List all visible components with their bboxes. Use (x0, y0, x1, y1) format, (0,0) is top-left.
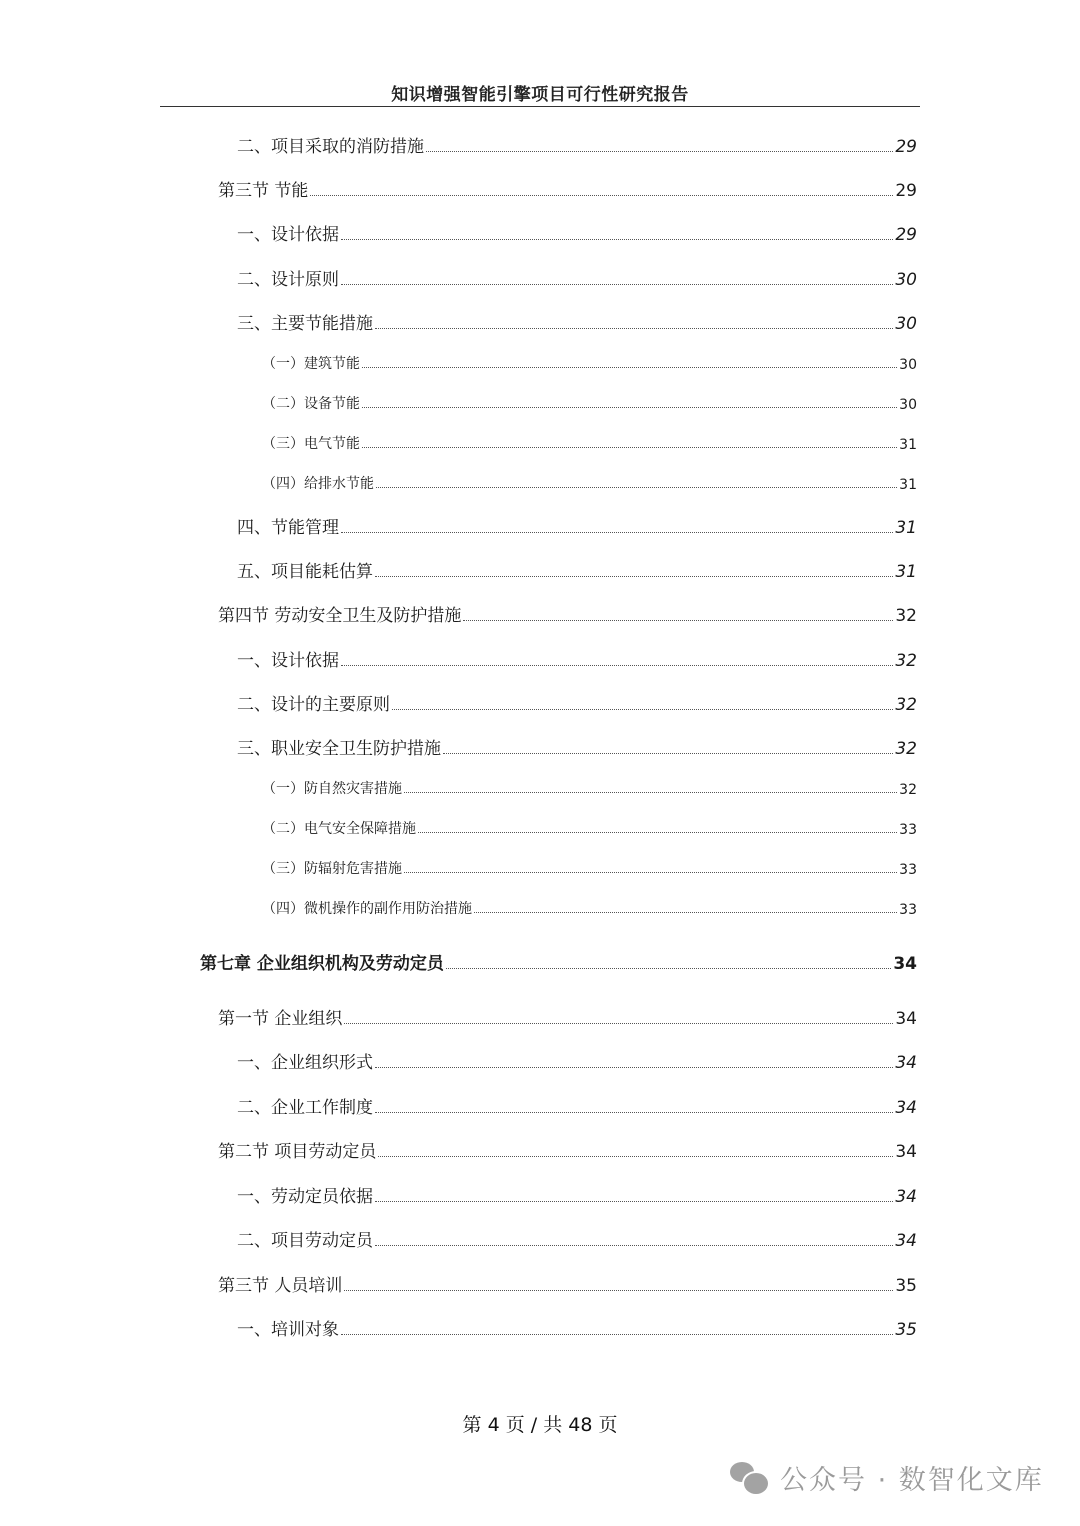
toc-entry-page-number: 34 (895, 1187, 917, 1207)
page-indicator: 第 4 页 / 共 48 页 (462, 1414, 618, 1436)
dot-leader (404, 792, 897, 793)
toc-entry-label: 二、项目劳动定员 (237, 1231, 373, 1251)
toc-entry-label: 第四节 劳动安全卫生及防护措施 (218, 606, 462, 626)
dot-leader (375, 576, 893, 577)
toc-entry-sub[interactable] (262, 433, 917, 453)
toc-entry-label: 三、职业安全卫生防护措施 (237, 739, 441, 759)
dot-leader (378, 1156, 893, 1157)
toc-entry-page-number: 31 (895, 562, 917, 582)
toc-entry-item[interactable] (237, 646, 917, 671)
toc-entry-label: 四、节能管理 (237, 518, 339, 538)
toc-entry-label: 五、项目能耗估算 (237, 562, 373, 582)
toc-entry-page-number: 32 (895, 695, 917, 715)
toc-entry-section[interactable] (218, 1004, 917, 1029)
toc-entry-page-number: 30 (899, 357, 917, 373)
toc-entry-item[interactable] (237, 132, 917, 157)
toc-entry-section[interactable] (218, 1137, 917, 1162)
toc-entry-page-number: 31 (899, 477, 917, 493)
dot-leader (443, 753, 893, 754)
toc-entry-sub[interactable] (262, 473, 917, 493)
toc-entry-label: （二）电气安全保障措施 (262, 821, 416, 837)
toc-entry-label: （三）防辐射危害措施 (262, 861, 402, 877)
toc-entry-page-number: 34 (893, 954, 917, 974)
toc-entry-page-number: 32 (895, 606, 917, 626)
toc-entry-sub[interactable] (262, 818, 917, 838)
dot-leader (341, 284, 893, 285)
dot-leader (362, 407, 897, 408)
toc-entry-sub[interactable] (262, 778, 917, 798)
dot-leader (341, 239, 893, 240)
dot-leader (375, 1245, 893, 1246)
toc-entry-page-number: 29 (895, 181, 917, 201)
dot-leader (446, 968, 891, 969)
toc-entry-page-number: 34 (895, 1053, 917, 1073)
dot-leader (375, 1201, 893, 1202)
toc-entry-label: 第三节 节能 (218, 181, 309, 201)
toc-entry-item[interactable] (237, 309, 917, 334)
toc-entry-label: 一、培训对象 (237, 1320, 339, 1340)
toc-entry-label: 第三节 人员培训 (218, 1276, 343, 1296)
dot-leader (310, 195, 893, 196)
dot-leader (341, 665, 893, 666)
toc-entry-page-number: 33 (899, 862, 917, 878)
dot-leader (404, 872, 897, 873)
toc-entry-sub[interactable] (262, 858, 917, 878)
toc-entry-page-number: 34 (895, 1009, 917, 1029)
document-header-title: 知识增强智能引擎项目可行性研究报告 (391, 85, 689, 105)
toc-entry-label: 一、企业组织形式 (237, 1053, 373, 1073)
toc-entry-item[interactable] (237, 557, 917, 582)
toc-entry-page-number: 31 (895, 518, 917, 538)
dot-leader (426, 151, 893, 152)
toc-entry-page-number: 29 (895, 137, 917, 157)
toc-entry-sub[interactable] (262, 353, 917, 373)
toc-entry-label: 第二节 项目劳动定员 (218, 1142, 377, 1162)
toc-entry-label: 三、主要节能措施 (237, 314, 373, 334)
toc-entry-page-number: 33 (899, 902, 917, 918)
toc-entry-chapter[interactable] (200, 949, 917, 974)
toc-entry-page-number: 34 (895, 1231, 917, 1251)
toc-entry-section[interactable] (218, 1271, 917, 1296)
dot-leader (375, 1067, 893, 1068)
watermark (728, 1458, 1044, 1497)
toc-entry-label: （一）防自然灾害措施 (262, 781, 402, 797)
toc-entry-page-number: 30 (899, 397, 917, 413)
toc-entry-item[interactable] (237, 513, 917, 538)
toc-entry-label: 一、劳动定员依据 (237, 1187, 373, 1207)
dot-leader (418, 832, 897, 833)
toc-entry-label: 第一节 企业组织 (218, 1009, 343, 1029)
dot-leader (344, 1290, 893, 1291)
toc-entry-page-number: 30 (895, 270, 917, 290)
toc-entry-label: 一、设计依据 (237, 225, 339, 245)
dot-leader (344, 1023, 893, 1024)
toc-entry-page-number: 32 (895, 739, 917, 759)
dot-leader (392, 709, 893, 710)
dot-leader (362, 447, 897, 448)
dot-leader (341, 532, 893, 533)
toc-entry-item[interactable] (237, 1093, 917, 1118)
dot-leader (376, 487, 897, 488)
dot-leader (463, 620, 893, 621)
toc-entry-label: 第七章 企业组织机构及劳动定员 (200, 954, 444, 974)
wechat-icon (728, 1460, 770, 1496)
toc-entry-page-number: 30 (895, 314, 917, 334)
toc-entry-page-number: 29 (895, 225, 917, 245)
toc-entry-sub[interactable] (262, 393, 917, 413)
toc-entry-label: 一、设计依据 (237, 651, 339, 671)
toc-entry-section[interactable] (218, 601, 917, 626)
header-divider (160, 106, 920, 107)
toc-entry-page-number: 32 (899, 782, 917, 798)
toc-entry-page-number: 34 (895, 1098, 917, 1118)
toc-entry-item[interactable] (237, 690, 917, 715)
toc-entry-page-number: 32 (895, 651, 917, 671)
dot-leader (474, 912, 897, 913)
toc-entry-sub[interactable] (262, 898, 917, 918)
toc-entry-label: （一）建筑节能 (262, 356, 360, 372)
dot-leader (341, 1334, 893, 1335)
toc-entry-label: （四）微机操作的副作用防治措施 (262, 901, 472, 917)
toc-entry-item[interactable] (237, 265, 917, 290)
toc-entry-item[interactable] (237, 1315, 917, 1340)
toc-entry-page-number: 34 (895, 1142, 917, 1162)
toc-entry-page-number: 31 (899, 437, 917, 453)
toc-entry-label: 二、企业工作制度 (237, 1098, 373, 1118)
toc-entry-label: （二）设备节能 (262, 396, 360, 412)
toc-entry-label: 二、设计原则 (237, 270, 339, 290)
toc-entry-section[interactable] (218, 176, 917, 201)
toc-entry-item[interactable] (237, 1048, 917, 1073)
toc-entry-page-number: 33 (899, 822, 917, 838)
dot-leader (375, 1112, 893, 1113)
dot-leader (375, 328, 893, 329)
toc-entry-item[interactable] (237, 1182, 917, 1207)
watermark-text: 公众号 · 数智化文库 (780, 1465, 1044, 1496)
toc-entry-label: 二、设计的主要原则 (237, 695, 390, 715)
toc-entry-item[interactable] (237, 1226, 917, 1251)
dot-leader (362, 367, 897, 368)
toc-entry-label: （三）电气节能 (262, 436, 360, 452)
toc-entry-page-number: 35 (895, 1320, 917, 1340)
toc-entry-item[interactable] (237, 734, 917, 759)
toc-entry-item[interactable] (237, 220, 917, 245)
toc-entry-label: 二、项目采取的消防措施 (237, 137, 424, 157)
toc-entry-page-number: 35 (895, 1276, 917, 1296)
toc-entry-label: （四）给排水节能 (262, 476, 374, 492)
